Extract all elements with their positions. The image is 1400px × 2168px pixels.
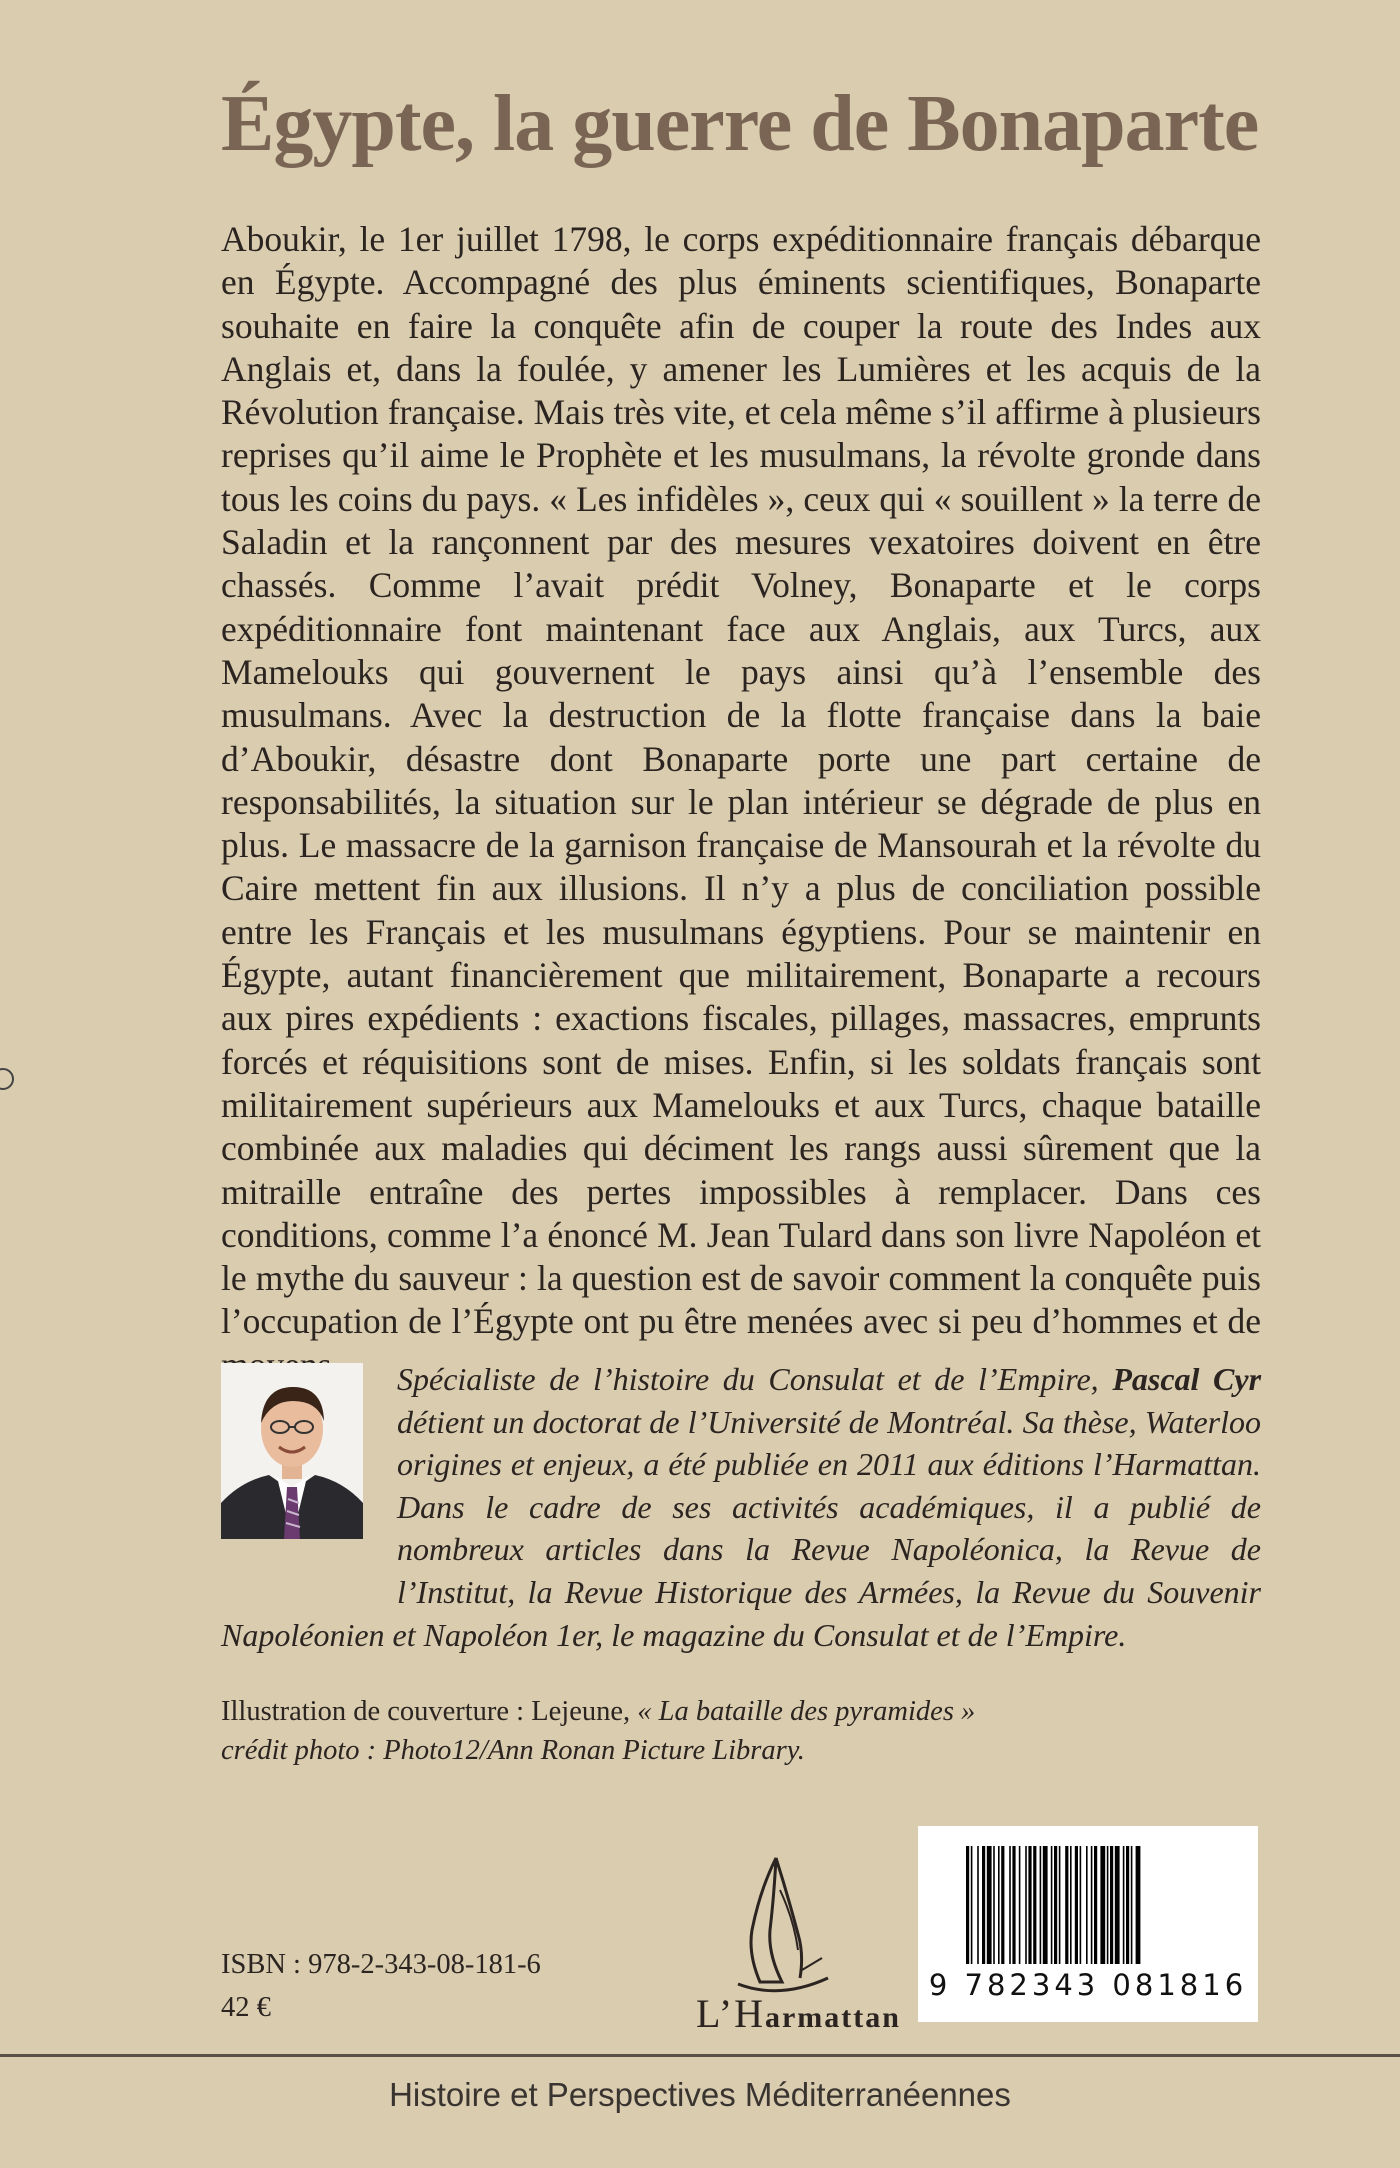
barcode-bar (1100, 1846, 1105, 1964)
series-title: Histoire et Perspectives Méditerranéennes (389, 2076, 1011, 2113)
bio-details: détient un doctorat de l’Université de Montréal. Sa thèse, Waterloo origines et enjeux, a été publiée en 2011 aux éditions l’Harmattan. Dans le cadre de ses activités académiques, il a publié de nombreux articles dans la Revue Napoléonica, la Revue de l’Institut, la Revue Historique des Armées, la Revue du Souvenir Napoléonien et Napoléon 1er, le magazine du Consulat et de l’Empire. (221, 1403, 1261, 1653)
barcode-bar (1033, 1846, 1036, 1964)
book-title: Égypte, la guerre de Bonaparte (221, 80, 1259, 168)
barcode-bar (993, 1846, 995, 1964)
barcode-bar (1054, 1846, 1057, 1964)
barcode-bar (1059, 1846, 1061, 1964)
barcode-bar (1025, 1846, 1027, 1964)
illustration-label: Illustration de couverture : Lejeune, (221, 1696, 631, 1727)
price: 42 € (221, 1992, 271, 2023)
barcode-bar (1012, 1846, 1015, 1964)
photo-credit: crédit photo : Photo12/Ann Ronan Picture Library. (221, 1735, 805, 1766)
barcode-bar (982, 1846, 985, 1964)
barcode-bar (1110, 1846, 1113, 1964)
barcode-bar (1075, 1846, 1078, 1964)
footer-divider (0, 2054, 1400, 2057)
artwork-title: « La bataille des pyramides » (637, 1696, 976, 1727)
barcode-bar (1051, 1846, 1053, 1964)
barcode-bar (1115, 1846, 1120, 1964)
author-bio (221, 1358, 1261, 1656)
barcode-bar (1043, 1846, 1048, 1964)
bio-intro: Spécialiste de l’histoire du Consulat et de l’Empire, (397, 1361, 1099, 1397)
barcode-bar (998, 1846, 1000, 1964)
cover-credits (221, 1692, 1281, 1770)
barcode-bar (966, 1846, 969, 1964)
publisher-rest: armattan (764, 2001, 901, 2034)
registration-mark (0, 1068, 14, 1090)
barcode-bar (987, 1846, 992, 1964)
barcode-bar (1123, 1846, 1125, 1964)
author-name: Pascal Cyr (1112, 1361, 1262, 1397)
barcode-bar (1080, 1846, 1082, 1964)
barcode-bar (1086, 1846, 1088, 1964)
sailboat-icon (690, 1850, 870, 2000)
barcode-bar (1009, 1846, 1011, 1964)
barcode (918, 1826, 1258, 2022)
barcode-bar (1136, 1846, 1141, 1964)
book-summary: Aboukir, le 1er juillet 1798, le corps expéditionnaire français débarque en Égypte. Accompagné des plus éminents scientifiques, Bonaparte souhaite en faire la conquête afin de couper la route des Indes aux Anglais et, dans la foulée, y amener les Lumières et les acquis de la Révolution française. Mais très vite, et cela même s’il affirme à plusieurs reprises qu’il aime le Prophète et les musulmans, la révolte gronde dans tous les coins du pays. « Les infidèles », ceux qui « souillent » la terre de Saladin et la rançonnent par des mesures vexatoires doivent en être chassés. Comme l’avait prédit Volney, Bonaparte et le corps expéditionnaire font maintenant face aux Anglais, aux Turcs, aux Mamelouks qui gouvernent le pays ainsi qu’à l’ensemble des musulmans. Avec la destruction de la flotte française dans la baie d’Aboukir, désastre dont Bonaparte porte une part certaine de responsabilités, la situation sur le plan intérieur se dégrade de plus en plus. Le massacre de la garnison française de Mansourah et la révolte du Caire mettent fin aux illusions. Il n’y a plus de conciliation possible entre les Français et les musulmans égyptiens. Pour se maintenir en Égypte, autant financièrement que militairement, Bonaparte a recours aux pires expédients : exactions fiscales, pillages, massacres, emprunts forcés et réquisitions sont de mises. Enfin, si les soldats français sont militairement supérieurs aux Mamelouks et aux Turcs, chaque bataille combinée aux maladies qui déciment les rangs aussi sûrement que la mitraille entraîne des pertes impossibles à remplacer. Dans ces conditions, comme l’a énoncé M. Jean Tulard dans son livre Napoléon et le mythe du sauveur : la question est de savoir comment la conquête puis l’occupation de l’Égypte ont pu être menées avec si peu d’hommes et de (221, 219, 1261, 1342)
barcode-bar (1131, 1846, 1133, 1964)
barcode-bar (1019, 1846, 1021, 1964)
barcode-bar (971, 1846, 973, 1964)
barcode-number: 9 782343 081816 (928, 1968, 1248, 2002)
publisher-name (696, 1990, 901, 2037)
isbn: ISBN : 978-2-343-08-181-6 (221, 1949, 541, 1980)
barcode-bars (966, 1846, 1210, 1964)
barcode-bar (1001, 1846, 1004, 1964)
barcode-bar (1126, 1846, 1129, 1964)
barcode-bar (1094, 1846, 1097, 1964)
barcode-bar (1040, 1846, 1042, 1964)
barcode-bar (1028, 1846, 1031, 1964)
barcode-bar (1107, 1846, 1109, 1964)
barcode-bar (1070, 1846, 1072, 1964)
barcode-bar (1091, 1846, 1093, 1964)
barcode-bar (1065, 1846, 1068, 1964)
publisher-initial: L’H (696, 1991, 765, 2036)
barcode-bar (977, 1846, 979, 1964)
